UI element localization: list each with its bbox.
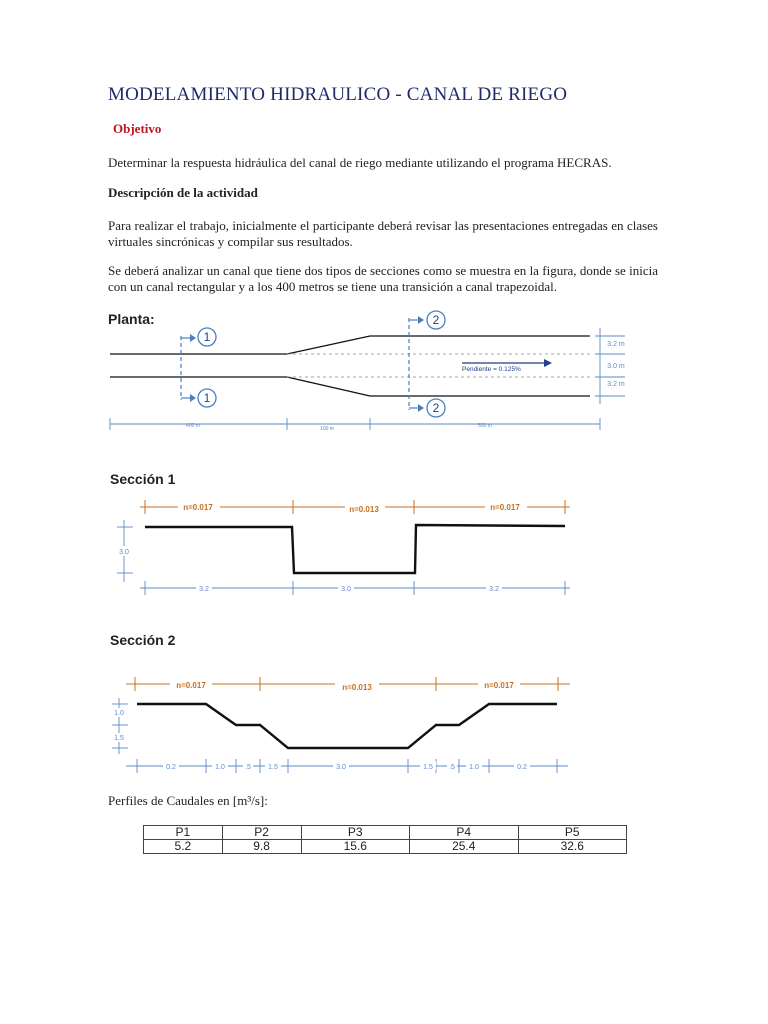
seccion2-diagram	[0, 670, 768, 780]
caudales-heading: Perfiles de Caudales en [m³/s]:	[108, 793, 268, 808]
seccion2-width-4: 1.5	[268, 764, 278, 771]
seccion2-n-center: n=0.013	[342, 683, 372, 692]
planta-marker-1-top: 1	[203, 330, 211, 344]
seccion2-width-7: .5	[449, 764, 455, 771]
caudales-value-cell: 15.6	[301, 840, 409, 854]
seccion1-n-left: n=0.017	[183, 503, 213, 512]
planta-diagram	[0, 0, 768, 440]
objective-text: Determinar la respuesta hidráulica del canal de riego mediante utilizando el programa HECRAS.	[108, 155, 612, 170]
seccion2-label: Sección 2	[110, 632, 176, 648]
planta-marker-2-top: 2	[432, 313, 440, 327]
page-title: MODELAMIENTO HIDRAULICO - CANAL DE RIEGO	[108, 84, 568, 105]
caudales-header-cell: P2	[222, 826, 301, 840]
caudales-header-row	[144, 826, 627, 840]
slope-label: Pendiente = 0.125%	[462, 366, 521, 373]
activity-heading: Descripción de la actividad	[108, 185, 258, 200]
seccion2-width-8: 1.0	[469, 764, 479, 771]
seccion1-n-center: n=0.013	[349, 505, 379, 514]
planta-label: Planta:	[108, 311, 155, 327]
seccion2-width-6: 1.5	[423, 764, 433, 771]
seccion2-height-2: 1.5	[114, 735, 124, 742]
seccion1-profile	[145, 525, 565, 573]
planta-dim-right-2: 3.0 m	[607, 363, 625, 370]
planta-bottom-edge	[110, 377, 590, 396]
planta-dim-right-1: 3.2 m	[607, 341, 625, 348]
planta-marker-1-bottom: 1	[203, 391, 211, 405]
seccion2-width-9: 0.2	[517, 764, 527, 771]
seccion2-profile	[137, 704, 557, 748]
planta-dim-right-3: 3.2 m	[607, 381, 625, 388]
seccion2-width-3: .5	[245, 764, 251, 771]
caudales-value-cell: 5.2	[144, 840, 223, 854]
caudales-value-cell: 9.8	[222, 840, 301, 854]
seccion1-label: Sección 1	[110, 471, 176, 487]
seccion1-width-1: 3.2	[199, 586, 209, 593]
activity-paragraph-1: Para realizar el trabajo, inicialmente el participante deberá revisar las presentaciones entregadas en clases virtuales sincrónicas y compilar sus resultados.	[108, 218, 658, 249]
planta-marker-2-bottom: 2	[432, 401, 440, 415]
planta-top-edge	[110, 336, 590, 354]
seccion1-height: 3.0	[119, 549, 129, 556]
seccion1-n-right: n=0.017	[490, 503, 520, 512]
seccion2-width-1: 0.2	[166, 764, 176, 771]
caudales-table	[143, 825, 627, 854]
planta-dim-bottom-3: 500 m	[478, 423, 492, 429]
objective-heading: Objetivo	[113, 121, 162, 136]
seccion2-n-left: n=0.017	[176, 681, 206, 690]
caudales-header-cell: P5	[518, 826, 627, 840]
seccion2-n-right: n=0.017	[484, 681, 514, 690]
seccion1-width-3: 3.2	[489, 586, 499, 593]
seccion2-width-5: 3.0	[336, 764, 346, 771]
planta-dim-bottom-1: 400 m	[186, 423, 200, 429]
activity-paragraph-2: Se deberá analizar un canal que tiene dos tipos de secciones como se muestra en la figura, donde se inicia con un canal rectangular y a los 400 metros se tiene una transición a canal trapezoidal.	[108, 263, 658, 294]
caudales-value-cell: 25.4	[410, 840, 518, 854]
seccion2-width-2: 1.0	[215, 764, 225, 771]
caudales-value-row	[144, 840, 627, 854]
planta-dim-bottom-2: 100 m	[320, 426, 334, 432]
caudales-value-cell: 32.6	[518, 840, 627, 854]
caudales-header-cell: P3	[301, 826, 409, 840]
seccion1-diagram	[0, 490, 768, 600]
seccion1-width-2: 3.0	[341, 586, 351, 593]
caudales-header-cell: P1	[144, 826, 223, 840]
seccion2-height-1: 1.0	[114, 710, 124, 717]
caudales-header-cell: P4	[410, 826, 518, 840]
